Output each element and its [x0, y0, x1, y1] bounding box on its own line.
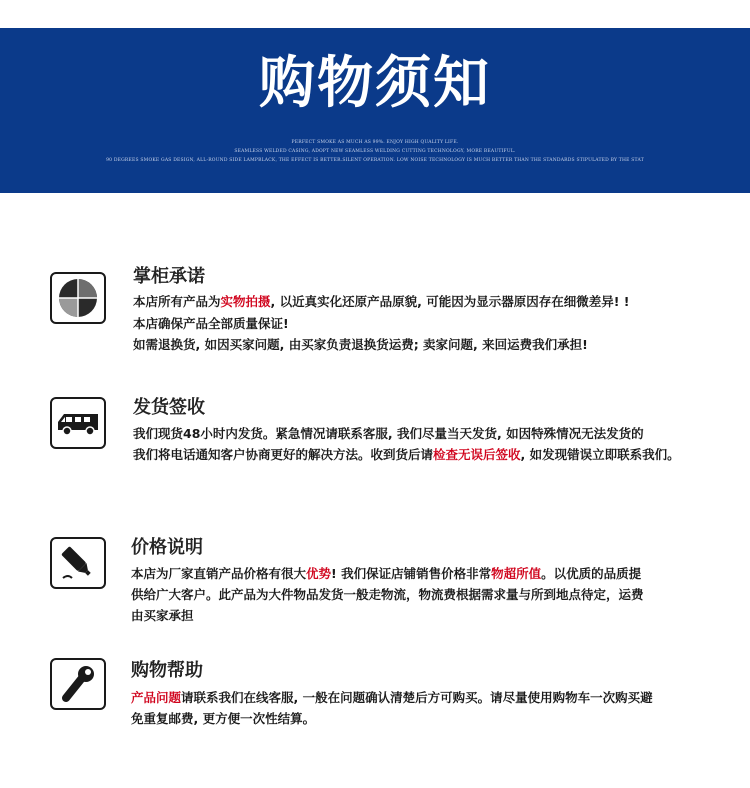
- highlight-text: 优势: [306, 566, 332, 581]
- help-line-1: 产品问题请联系我们在线客服, 一般在问题确认清楚后方可购买。请尽量使用购物车一次购买避: [131, 690, 653, 705]
- help-line-2: 免重复邮费, 更方便一次性结算。: [131, 711, 316, 726]
- highlight-text: 实物拍摄: [220, 294, 271, 309]
- highlight-text: 检查无误后签收: [433, 447, 521, 462]
- price-line-3: 由买家承担: [131, 608, 194, 623]
- section-title-help: 购物帮助: [131, 660, 203, 681]
- banner-subtitle-1: PERFECT SMOKE AS MUCH AS 99%. ENJOY HIGH QUALITY LIFE.: [291, 140, 459, 145]
- banner-subtitle-2: SEAMLESS WELDED CASING, ADOPT NEW SEAMLESS WELDING CUTTING TECHNOLOGY, MORE BEAUTIFUL.: [234, 149, 516, 154]
- highlight-text: 物超所值: [491, 566, 542, 581]
- price-line-2: 供给广大客户。此产品为大件物品发货一般走物流，物流费根据需求量与所到地点待定，运费: [131, 587, 644, 602]
- promise-line-2: 本店确保产品全部质量保证!: [133, 316, 289, 331]
- wrench-icon: [50, 658, 106, 710]
- delivery-van-icon: [50, 397, 106, 449]
- page-title: 购物须知: [259, 51, 491, 116]
- section-title-shipping: 发货签收: [133, 397, 205, 418]
- section-title-promise: 掌柜承诺: [133, 266, 205, 287]
- promise-line-3: 如需退换货, 如因买家问题, 由买家负责退换货运费; 卖家问题, 来回运费我们承担!: [133, 337, 588, 352]
- pie-chart-icon: [50, 272, 106, 324]
- marker-pen-icon: [50, 537, 106, 589]
- banner-subtitle-3: 90 DEGREES SMOKE GAS DESIGN, ALL-ROUND SIDE LAMPBLACK, THE EFFECT IS BETTER.SILENT OPERATION. LOW NOISE TECHNOLOGY IS MUCH BETTER THAN THE STANDARDS STIPULATED BY THE STAT: [106, 158, 644, 163]
- header-banner: [0, 28, 750, 193]
- shipping-line-2: 我们将电话通知客户协商更好的解决方法。收到货后请检查无误后签收, 如发现错误立即联系我们。: [133, 447, 680, 462]
- price-line-1: 本店为厂家直销产品价格有很大优势! 我们保证店铺销售价格非常物超所值。以优质的品质提: [131, 566, 642, 581]
- shipping-line-1: 我们现货48小时内发货。紧急情况请联系客服, 我们尽量当天发货, 如因特殊情况无法发货的: [133, 426, 644, 441]
- highlight-text: 产品问题: [131, 690, 182, 705]
- section-title-price: 价格说明: [131, 537, 203, 558]
- promise-line-1: 本店所有产品为实物拍摄, 以近真实化还原产品原貌, 可能因为显示器原因存在细微差异! !: [133, 294, 630, 309]
